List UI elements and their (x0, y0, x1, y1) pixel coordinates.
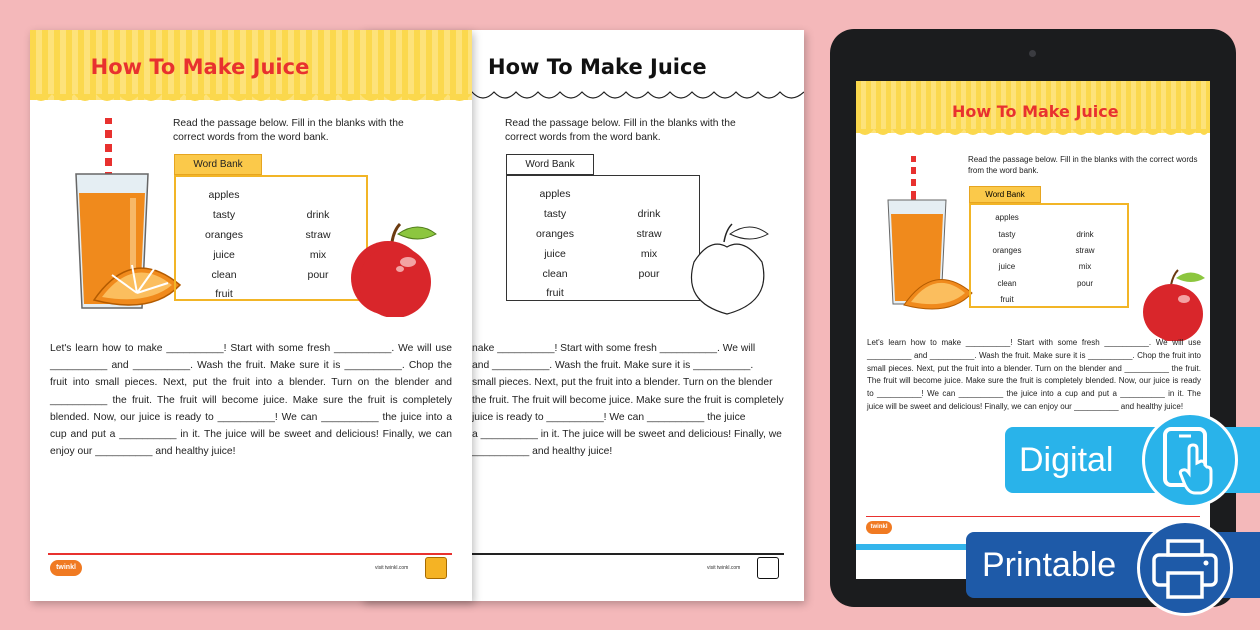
tablet-touch-icon (1145, 415, 1235, 505)
word-bank-word: drink (306, 209, 330, 221)
word-bank-word: drink (637, 208, 661, 220)
printer-icon (1140, 523, 1230, 613)
word-bank-word: tasty (212, 209, 236, 221)
word-bank-word: oranges (205, 229, 243, 241)
apple-outline-icon (680, 222, 772, 317)
word-bank-word: apples (208, 189, 240, 201)
word-bank-word: pour (307, 269, 329, 281)
word-bank-word: clean (542, 268, 568, 280)
passage-bw (472, 340, 784, 460)
word-bank-word: drink (1076, 230, 1094, 239)
passage-bw-line: a __________ in it. The juice will be sweet and delicious! Finally, we (472, 429, 782, 441)
word-bank-word: clean (211, 269, 237, 281)
word-bank-word: apples (539, 188, 571, 200)
word-bank-word: oranges (992, 246, 1022, 255)
word-bank-word: straw (1075, 246, 1095, 255)
word-bank-word: mix (1078, 262, 1092, 271)
word-bank-word: juice (213, 249, 235, 261)
word-bank-word: pour (1076, 279, 1093, 288)
passage: Let's learn how to make __________! Start with some fresh __________. We will use __________ and __________. Wash the fruit. Make sure it is __________. Chop the fruit into small pieces. Next, put the fruit into a blender. Turn on the blender and __________ the fruit. The fruit will become juice. Make sure the fruit is completely blended. Now, our juice is ready to __________! We can __________ the juice into a cup and put a __________ in it. The juice will be sweet and delicious! Finally, we can enjoy our __________ and healthy juice! (50, 343, 452, 458)
worksheet-title: How To Make Juice (90, 55, 310, 79)
scallop-edge (30, 94, 472, 108)
twinkl-logo: twinkl (50, 560, 82, 576)
tablet-scallop-edge (856, 129, 1210, 141)
instructions: Read the passage below. Fill in the blanks with the correct words from the word bank. (173, 118, 404, 143)
tablet-instructions: Read the passage below. Fill in the blanks with the correct words from the word bank. (968, 155, 1198, 175)
footer-line-bw (472, 553, 784, 555)
camera-icon (1029, 50, 1036, 57)
word-bank-word: mix (309, 249, 327, 261)
word-bank-word: pour (638, 268, 660, 280)
word-bank-word: fruit (1000, 295, 1014, 304)
tablet-passage: Let's learn how to make __________! Start with some fresh __________. We will use __________ and __________. Wash the fruit. Make sure it is __________. Chop the fruit into small pieces. Next, put the fruit into a blender. Turn on the blender and __________ the fruit. The fruit will become juice. Make sure the fruit is completely blended. Now, our juice is ready to __________! We can __________ the juice into a cup and put a __________ in it. The juice will be sweet and delicious! Finally, we can enjoy our __________ and healthy juice! (867, 338, 1201, 411)
word-bank-word: tasty (543, 208, 567, 220)
digital-circle (1142, 412, 1238, 508)
word-bank-label-bw: Word Bank (506, 154, 594, 175)
visit-link: visit twinkl.com (375, 565, 409, 571)
word-bank-word: fruit (215, 288, 233, 300)
tablet-word-bank-label: Word Bank (969, 186, 1041, 203)
printable-circle (1137, 520, 1233, 616)
word-bank-word: tasty (998, 230, 1016, 239)
tablet-footer-line (866, 516, 1200, 517)
word-bank-word: straw (636, 228, 662, 240)
quality-stamp-icon (757, 557, 779, 579)
apple-icon (348, 222, 440, 317)
passage-bw-line: the fruit. The fruit will become juice. Make sure the fruit is completely (472, 394, 784, 406)
tablet-apple-icon (1138, 269, 1208, 341)
footer-line (48, 553, 452, 555)
passage-bw-line: small pieces. Next, put the fruit into a blender. Turn on the blender (472, 377, 773, 389)
word-bank-label: Word Bank (174, 154, 262, 175)
passage-bw-line: juice is ready to __________! We can __________ the juice (472, 411, 746, 423)
tablet-word-bank (969, 203, 1129, 308)
quality-stamp-icon (425, 557, 447, 579)
word-bank-word: apples (995, 213, 1019, 222)
passage-bw-line: __________ and healthy juice! (472, 446, 613, 458)
tablet-orange-slice-icon (902, 269, 974, 317)
printable-label: Printable (982, 546, 1117, 584)
orange-slice-icon (92, 255, 182, 315)
word-bank-word: oranges (536, 228, 574, 240)
digital-label: Digital (1019, 441, 1114, 479)
color-worksheet (30, 30, 472, 601)
word-bank-word: straw (305, 229, 331, 241)
word-bank-word: clean (997, 279, 1017, 288)
instructions-bw: Read the passage below. Fill in the blanks with the correct words from the word bank. (505, 118, 736, 143)
word-bank-word: juice (544, 248, 566, 260)
word-bank-word: fruit (546, 287, 564, 299)
worksheet-title-bw: How To Make Juice (488, 55, 707, 79)
visit-link-bw: visit twinkl.com (707, 565, 741, 571)
word-bank (174, 175, 368, 301)
passage-bw-line: nake __________! Start with some fresh __________. We will (472, 343, 756, 354)
tablet-worksheet-title: How To Make Juice (952, 102, 1119, 121)
word-bank-word: juice (998, 262, 1016, 271)
tablet-twinkl-logo: twinkl (866, 521, 892, 534)
word-bank-bw (506, 175, 700, 301)
passage-bw-line: and __________. Wash the fruit. Make sure it is __________. (472, 360, 754, 372)
word-bank-word: mix (640, 248, 658, 260)
